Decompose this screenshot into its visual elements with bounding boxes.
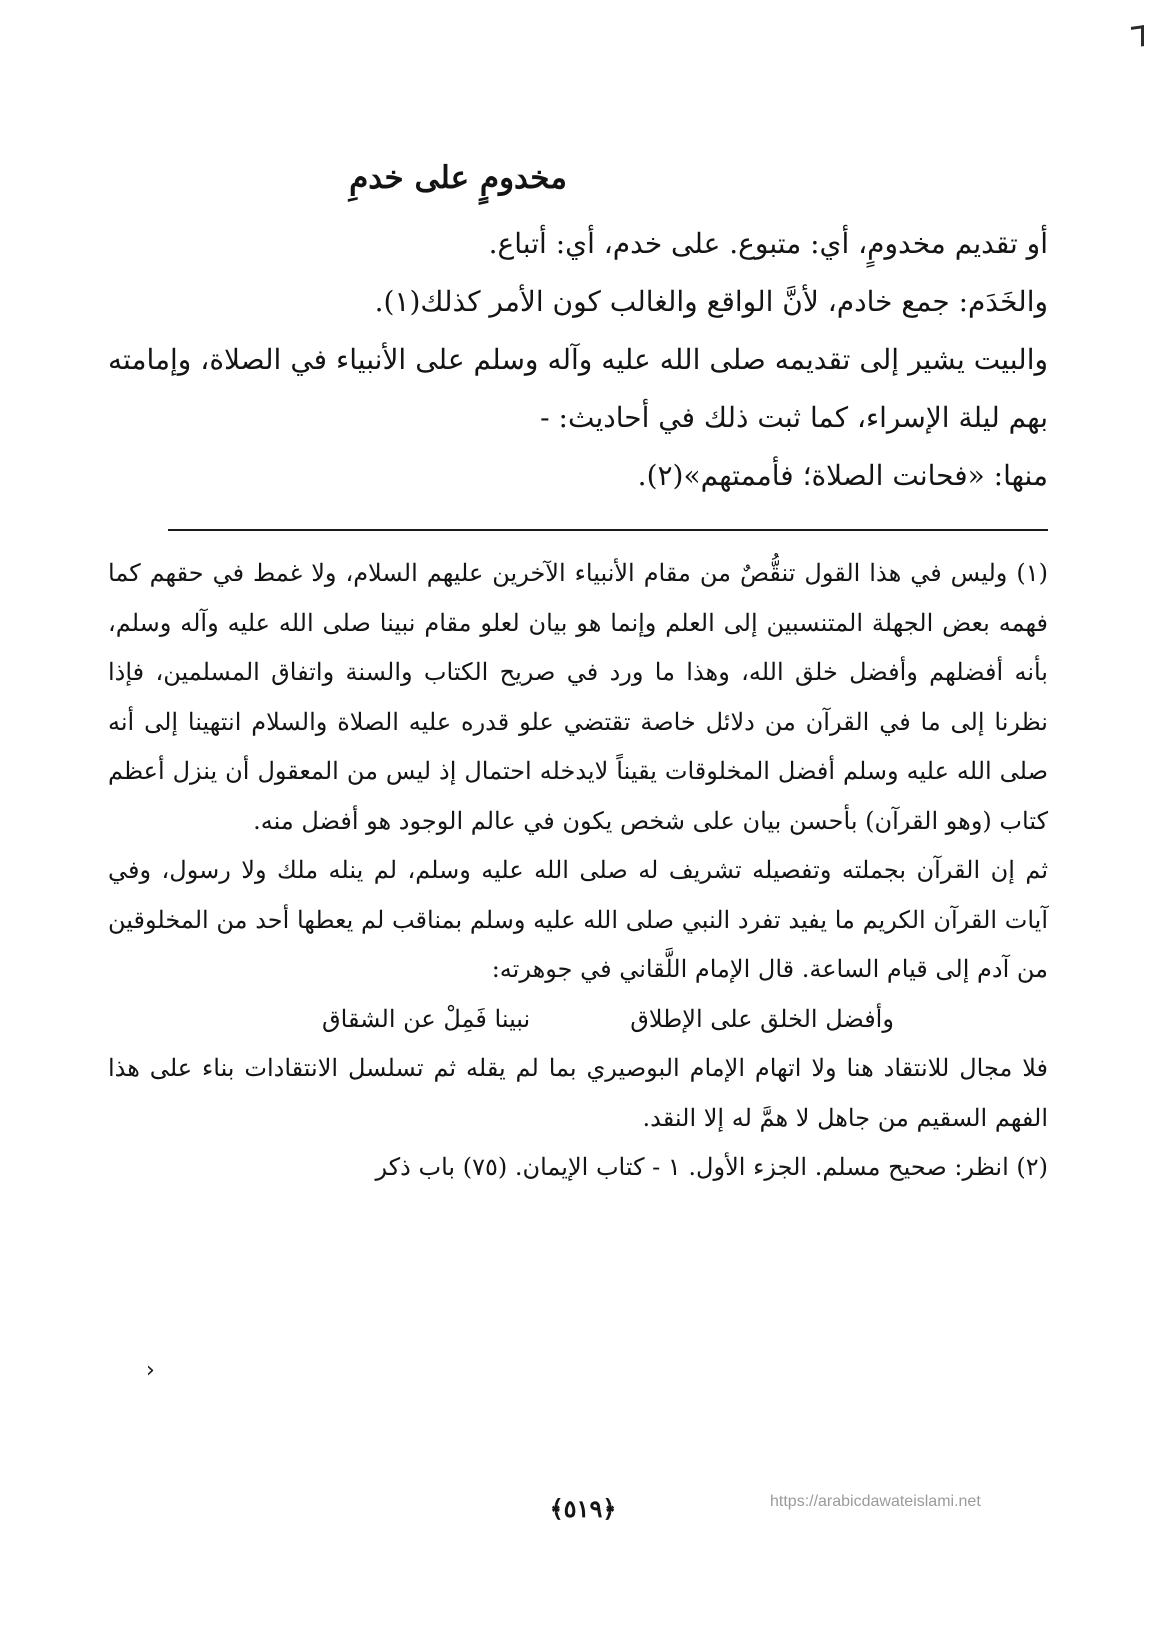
scan-corner-mark <box>1131 25 1144 48</box>
verse-first-hemistich: وأفضل الخلق على الإطلاق <box>630 1004 894 1033</box>
watermark-url: https://arabicdawateislami.net <box>770 1493 981 1510</box>
footnote-verse <box>108 995 1048 1045</box>
body-paragraph: منها: «فحانت الصلاة؛ فأممتهم»(٢). <box>637 459 1048 493</box>
footnote-1-conclusion: فلا مجال للانتقاد هنا ولا اتهام الإمام البوصيري بما لم يقله ثم تسلسل الانتقادات بناء على هذا الفهم السقيم من جاهل لا همَّ له إلا النقد. <box>108 1054 1048 1132</box>
page-number: ﴿٥١٩﴾ <box>549 1494 617 1523</box>
body-paragraph: والبيت يشير إلى تقديمه صلى الله عليه وآله وسلم على الأنبياء في الصلاة، وإمامته بهم ليلة الإسراء، كما ثبت ذلك في أحاديث: - <box>108 343 1048 435</box>
verse-second-hemistich: نبينا فَمِلْ عن الشقاق <box>322 1004 531 1033</box>
page-content <box>108 160 1048 1193</box>
body-paragraph: والخَدَم: جمع خادم، لأنَّ الواقع والغالب كون الأمر كذلك(١). <box>374 285 1048 319</box>
verse-title: مخدومٍ على خدمِ <box>349 160 567 196</box>
footnote-2: (٢) انظر: صحيح مسلم. الجزء الأول. ١ - كتاب الإيمان. (٧٥) باب ذكر <box>375 1153 1048 1182</box>
continuation-mark: › <box>146 1358 155 1383</box>
footnote-separator <box>168 529 1048 531</box>
footnote-1: (١) وليس في هذا القول تنقُّصٌ من مقام الأنبياء الآخرين عليهم السلام، ولا غمط في حقهم كما فهمه بعض الجهلة المتنسبين إلى العلم وإنما هو بيان لعلو مقام نبينا صلى الله عليه وآله وسلم، بأنه أفضلهم وأفضل خلق الله، وهذا ما ورد في صريح الكتاب والسنة واتفاق المسلمين، فإذا نظرنا إلى ما في القرآن من دلائل خاصة تقتضي علو قدره عليه الصلاة والسلام انتهينا إلى أنه صلى الله عليه وسلم أفضل المخلوقات يقيناً لايدخله احتمال إذ ليس من المعقول أن ينزل أعظم كتاب (وهو القرآن) بأحسن بيان على شخص يكون في عالم الوجود هو أفضل منه. <box>108 559 1048 835</box>
body-paragraph: أو تقديم مخدومٍ، أي: متبوع. على خدم، أي: أتباع. <box>488 227 1048 261</box>
footnote-1-continued: ثم إن القرآن بجملته وتفصيله تشريف له صلى الله عليه وسلم، لم ينله ملك ولا رسول، وفي آيات القرآن الكريم ما يفيد تفرد النبي صلى الله عليه وسلم بمناقب لم يعطها أحد من المخلوقين من آدم إلى قيام الساعة. قال الإمام اللَّقاني في جوهرته: <box>108 856 1048 984</box>
